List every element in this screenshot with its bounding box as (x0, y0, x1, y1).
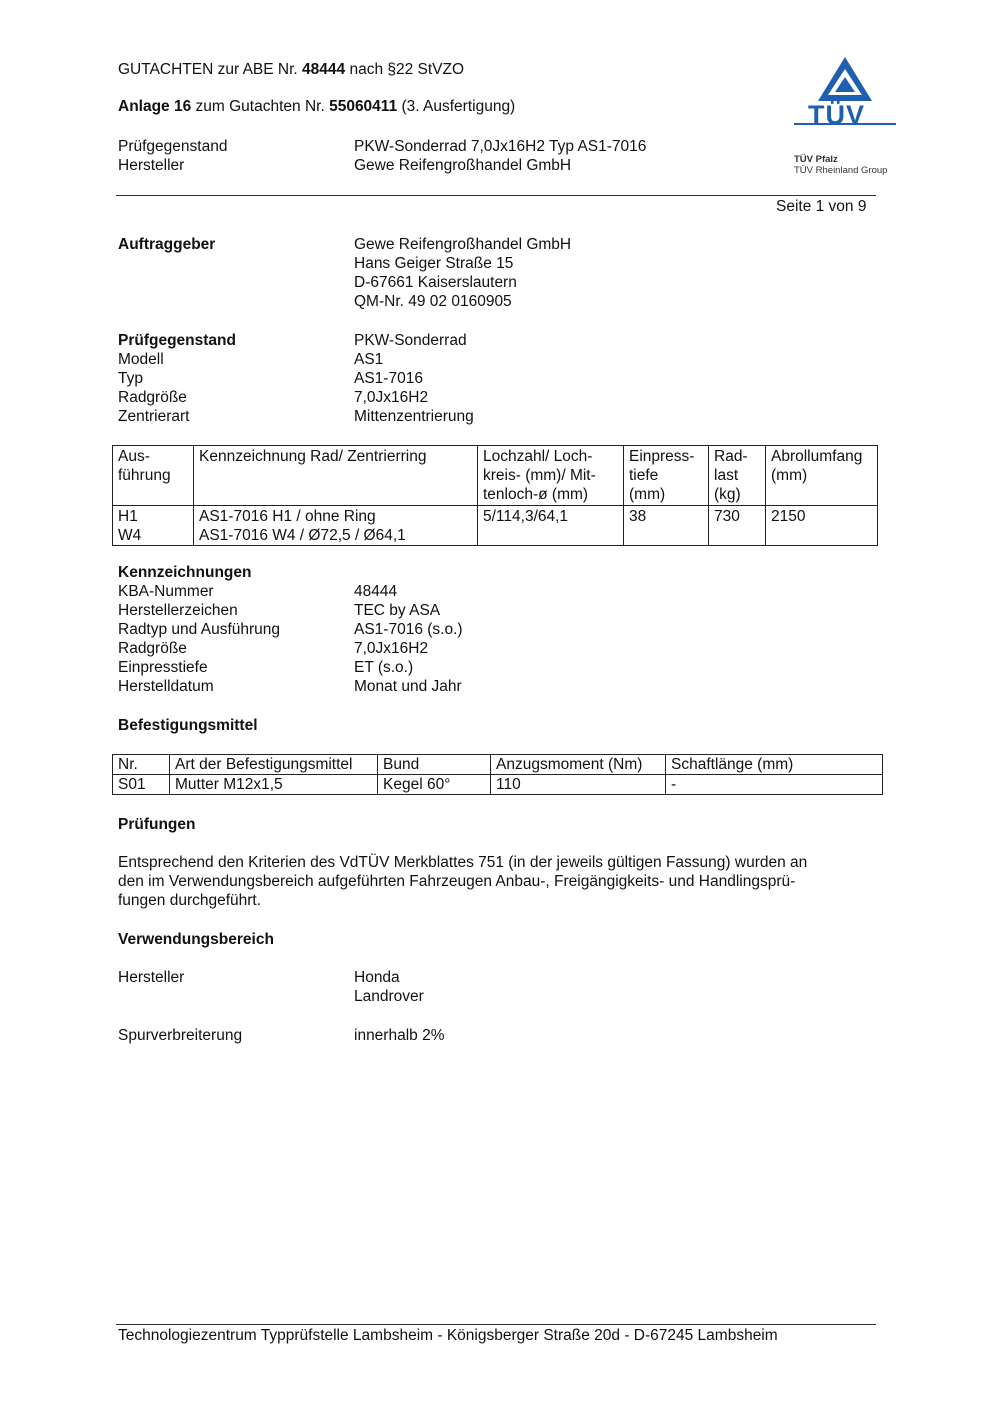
pg-value-radgroesse: 7,0Jx16H2 (354, 389, 429, 406)
pruefgegenstand-heading-text: Prüfgegenstand (118, 332, 236, 349)
verwendung-hersteller-2: Landrover (354, 988, 424, 1005)
footer-text: Technologiezentrum Typprüfstelle Lambsheim - Königsberger Straße 20d - D-67245 Lambsheim (118, 1327, 778, 1344)
bef-th-bund: Bund (378, 755, 491, 775)
bef-cell-nr: S01 (113, 775, 170, 795)
bef-cell-schaftlaenge: - (666, 775, 883, 795)
tuev-brand: TÜV (808, 100, 865, 130)
pruefungen-line-1: Entsprechend den Kriterien des VdTÜV Merkblattes 751 (in der jeweils gültigen Fassung) wurden an (118, 854, 808, 871)
cell-text: AS1-7016 W4 / Ø72,5 / Ø64,1 (199, 526, 406, 544)
cell-text: AS1-7016 H1 / ohne Ring (199, 507, 376, 525)
th-text: führung (118, 467, 171, 485)
th-text: (mm) (629, 486, 666, 504)
th-text: (kg) (714, 486, 741, 504)
gutachten-number: 48444 (302, 61, 346, 78)
auftraggeber-line-1: Gewe Reifengroßhandel GmbH (354, 236, 572, 253)
wheel-cell-ausfuehrung (113, 505, 194, 545)
bef-th-schaftlaenge: Schaftlänge (mm) (666, 755, 883, 775)
cell-text: W4 (118, 526, 142, 544)
pg-label-radgroesse: Radgröße (118, 389, 187, 406)
kz-value-herstelldatum: Monat und Jahr (354, 678, 462, 695)
th-text: tenloch-ø (mm) (483, 486, 589, 504)
th-text: (mm) (771, 467, 808, 485)
tuev-line2: TÜV Rheinland Group (794, 165, 888, 176)
kennzeichnungen-heading-text: Kennzeichnungen (118, 564, 252, 581)
page-number: Seite 1 von 9 (776, 198, 867, 215)
kz-value-radtyp: AS1-7016 (s.o.) (354, 621, 463, 638)
kz-label-einpresstiefe: Einpresstiefe (118, 659, 208, 676)
pruefungen-line-3: fungen durchgeführt. (118, 892, 262, 909)
cell-text: H1 (118, 507, 138, 525)
th-text: Lochzahl/ Loch- (483, 448, 593, 465)
pruefgegenstand-heading (118, 331, 236, 350)
spurverbreiterung-label: Spurverbreiterung (118, 1027, 243, 1044)
footer-divider (116, 1324, 876, 1325)
wheel-th-lochzahl (478, 446, 624, 506)
pruefungen-line-2: den im Verwendungsbereich aufgeführten Fahrzeugen Anbau-, Freigängigkeits- und Handlingsprü- (118, 873, 796, 890)
kennzeichnungen-heading (118, 563, 251, 582)
wheel-table-header-row (113, 446, 878, 506)
header-value-hersteller: Gewe Reifengroßhandel GmbH (354, 157, 572, 174)
befestigung-heading-text: Befestigungsmittel (118, 717, 258, 734)
bef-cell-anzugsmoment: 110 (491, 775, 666, 795)
kz-label-radtyp: Radtyp und Ausführung (118, 621, 281, 638)
pruefungen-heading (118, 815, 196, 834)
wheel-cell-radlast (709, 505, 766, 545)
kz-value-herstellerzeichen: TEC by ASA (354, 602, 441, 619)
table-row (113, 775, 883, 795)
pg-label-modell: Modell (118, 351, 164, 368)
bef-th-nr: Nr. (113, 755, 170, 775)
gutachten-title (118, 60, 464, 79)
pg-value-modell: AS1 (354, 351, 384, 368)
kz-value-radgroesse: 7,0Jx16H2 (354, 640, 429, 657)
spurverbreiterung-value: innerhalb 2% (354, 1027, 445, 1044)
verwendung-hersteller-label: Hersteller (118, 969, 185, 986)
anlage-number: 55060411 (329, 98, 398, 115)
wheel-th-abrollumfang (766, 446, 878, 506)
th-text: tiefe (629, 467, 659, 485)
gutachten-suffix: nach §22 StVZO (345, 61, 465, 78)
pg-value-typ: AS1-7016 (354, 370, 423, 387)
th-text: kreis- (mm)/ Mit- (483, 467, 596, 485)
bef-th-art: Art der Befestigungsmittel (170, 755, 378, 775)
auftraggeber-label (118, 235, 215, 254)
bef-th-anzugsmoment: Anzugsmoment (Nm) (491, 755, 666, 775)
befestigung-heading (118, 716, 258, 735)
pruefgegenstand-heading-value: PKW-Sonderrad (354, 332, 467, 349)
kz-label-herstellerzeichen: Herstellerzeichen (118, 602, 238, 619)
auftraggeber-line-3: D-67661 Kaiserslautern (354, 274, 517, 291)
cell-text: 2150 (771, 507, 806, 525)
tuev-logo (792, 55, 898, 180)
header-divider (116, 195, 876, 196)
wheel-table (112, 445, 878, 546)
auftraggeber-line-4: QM-Nr. 49 02 0160905 (354, 293, 512, 310)
kz-value-einpresstiefe: ET (s.o.) (354, 659, 414, 676)
th-text: Rad- (714, 448, 748, 465)
table-row (113, 505, 878, 545)
th-text: last (714, 467, 739, 485)
header-value-pruefgegenstand: PKW-Sonderrad 7,0Jx16H2 Typ AS1-7016 (354, 138, 647, 155)
kz-label-herstelldatum: Herstelldatum (118, 678, 214, 695)
befestigung-header-row (113, 755, 883, 775)
anlage-line (118, 97, 515, 116)
wheel-cell-lochzahl (478, 505, 624, 545)
wheel-cell-einpresstiefe (624, 505, 709, 545)
anlage-middle: zum Gutachten Nr. (191, 98, 330, 115)
wheel-th-kennzeichnung (194, 446, 478, 506)
auftraggeber-line-2: Hans Geiger Straße 15 (354, 255, 514, 272)
wheel-cell-kennzeichnung (194, 505, 478, 545)
th-text: Abrollumfang (771, 448, 863, 465)
pg-value-zentrierart: Mittenzentrierung (354, 408, 474, 425)
pruefungen-heading-text: Prüfungen (118, 816, 196, 833)
anlage-label: Anlage 16 (118, 98, 192, 115)
bef-cell-art: Mutter M12x1,5 (170, 775, 378, 795)
header-label-pruefgegenstand: Prüfgegenstand (118, 138, 228, 155)
wheel-th-ausfuehrung (113, 446, 194, 506)
wheel-th-radlast (709, 446, 766, 506)
verwendung-heading-text: Verwendungsbereich (118, 931, 274, 948)
cell-text: 38 (629, 507, 647, 525)
kz-label-radgroesse: Radgröße (118, 640, 187, 657)
verwendung-hersteller-1: Honda (354, 969, 400, 986)
cell-text: 5/114,3/64,1 (483, 507, 569, 525)
th-text: Einpress- (629, 448, 695, 465)
tuev-line1: TÜV Pfalz (794, 154, 838, 165)
header-label-hersteller: Hersteller (118, 157, 185, 174)
wheel-th-einpresstiefe (624, 446, 709, 506)
verwendung-heading (118, 930, 274, 949)
auftraggeber-heading: Auftraggeber (118, 236, 216, 253)
cell-text: 730 (714, 507, 740, 525)
pg-label-typ: Typ (118, 370, 143, 387)
wheel-cell-abrollumfang (766, 505, 878, 545)
th-text: Kennzeichnung Rad/ Zentrierring (199, 448, 427, 465)
kz-label-kba: KBA-Nummer (118, 583, 214, 600)
gutachten-prefix: GUTACHTEN zur ABE Nr. (118, 61, 303, 78)
th-text: Aus- (118, 448, 150, 465)
anlage-suffix: (3. Ausfertigung) (397, 98, 516, 115)
bef-cell-bund: Kegel 60° (378, 775, 491, 795)
pg-label-zentrierart: Zentrierart (118, 408, 190, 425)
kz-value-kba: 48444 (354, 583, 398, 600)
befestigung-table (112, 754, 883, 795)
